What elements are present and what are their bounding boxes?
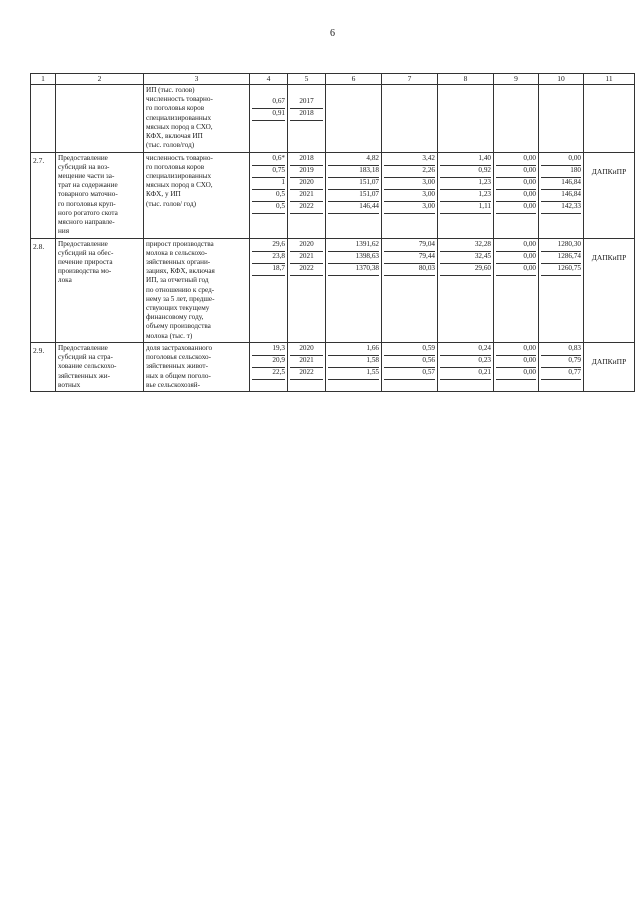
column-number: 5 xyxy=(288,74,326,85)
value-cell: 0,21 xyxy=(440,368,491,380)
measure-name-line: мясного направле- xyxy=(58,218,115,227)
value-cell: 18,7 xyxy=(252,264,285,276)
indicator-line: финансовому году, xyxy=(146,313,204,322)
measure-name-line: субсидий на воз- xyxy=(58,162,110,171)
measure-name xyxy=(56,238,144,342)
value-cell: 0,59 xyxy=(384,344,435,356)
row-number: 2.9. xyxy=(31,342,56,391)
value-cell: 0,57 xyxy=(384,368,435,380)
measure-name-line: мещение части за- xyxy=(58,171,115,180)
column-number: 9 xyxy=(494,74,539,85)
indicator-line: специализированных xyxy=(146,113,212,122)
value-cell: 151,07 xyxy=(328,178,379,190)
value-cell: 0,5 xyxy=(252,202,285,214)
column-number: 8 xyxy=(438,74,494,85)
indicator-line: мясных пород в СХО, xyxy=(146,122,213,131)
value-cell: 29,6 xyxy=(252,240,285,252)
indicator-line: вье сельскохозяй- xyxy=(146,380,201,389)
indicator-name xyxy=(144,85,250,153)
table-row xyxy=(31,342,635,391)
value-cell: 1370,38 xyxy=(328,264,379,276)
empty-cell xyxy=(584,85,635,153)
value-cell: 2020 xyxy=(290,240,323,252)
indicator-line: нему за 5 лет, предше- xyxy=(146,294,215,303)
measure-name-line: трат на содержание xyxy=(58,181,118,190)
value-cell: 0,5 xyxy=(252,190,285,202)
executor: ДАПКиПР xyxy=(584,152,635,238)
value-cell: 1,58 xyxy=(328,356,379,368)
indicator-line: молока в сельскохо- xyxy=(146,248,208,257)
value-cell: 146,84 xyxy=(541,178,581,190)
measure-name-line: печение прироста xyxy=(58,257,113,266)
value-cell: 0,77 xyxy=(541,368,581,380)
row-number: 2.7. xyxy=(31,152,56,238)
value-cell: 80,03 xyxy=(384,264,435,276)
measure-name-line: субсидий на обес- xyxy=(58,248,114,257)
indicator-line: по отношению к сред- xyxy=(146,285,215,294)
indicator-line: численность товарно- xyxy=(146,153,213,162)
value-cell: 3,00 xyxy=(384,178,435,190)
measure-name-line: ного рогатого скота xyxy=(58,208,118,217)
measure-name-line: субсидий на стра- xyxy=(58,353,113,362)
value-cell: 29,60 xyxy=(440,264,491,276)
federal-budget xyxy=(382,152,438,238)
measure-name-line: ния xyxy=(58,227,69,236)
regional-budget xyxy=(438,152,494,238)
value-cell: 2021 xyxy=(290,190,323,202)
value-cell: 0,92 xyxy=(440,166,491,178)
measure-name xyxy=(56,85,144,153)
table-row xyxy=(31,85,635,153)
total-funding xyxy=(326,152,382,238)
value-cell: 183,18 xyxy=(328,166,379,178)
value-cell: 2020 xyxy=(290,178,323,190)
executor: ДАПКиПР xyxy=(584,342,635,391)
value-cell: 0,00 xyxy=(496,264,536,276)
value-cell: 0,00 xyxy=(496,356,536,368)
value-cell: 0,56 xyxy=(384,356,435,368)
column-number: 4 xyxy=(250,74,288,85)
value-cell: 0,83 xyxy=(541,344,581,356)
value-cell: 1,11 xyxy=(440,202,491,214)
year xyxy=(288,152,326,238)
local-budget xyxy=(494,342,539,391)
indicator-value xyxy=(250,342,288,391)
measure-name-line: производства мо- xyxy=(58,267,112,276)
indicator-line: ИП (тыс. голов) xyxy=(146,86,195,94)
value-cell: 2021 xyxy=(290,356,323,368)
value-cell: 1,23 xyxy=(440,190,491,202)
executor: ДАПКиПР xyxy=(584,238,635,342)
value-cell: 0,00 xyxy=(496,344,536,356)
value-cell: 0,00 xyxy=(496,166,536,178)
row-number xyxy=(31,85,56,153)
value-cell: 2020 xyxy=(290,344,323,356)
value-cell: 2017 xyxy=(290,97,323,109)
indicator-line: молока (тыс. т) xyxy=(146,331,193,340)
value-cell: 4,82 xyxy=(328,154,379,166)
indicator-line: специализированных xyxy=(146,171,212,180)
spacer xyxy=(290,86,323,97)
other-sources xyxy=(539,238,584,342)
value-cell: 79,04 xyxy=(384,240,435,252)
value-cell: 1 xyxy=(252,178,285,190)
indicator-line: (тыс. голов/ год) xyxy=(146,199,196,208)
measure-name-line: хование сельскохо- xyxy=(58,362,117,371)
value-cell: 0,23 xyxy=(440,356,491,368)
value-cell: 0,79 xyxy=(541,356,581,368)
indicator-name xyxy=(144,342,250,391)
table-row xyxy=(31,238,635,342)
indicator-line: зяйственных органи- xyxy=(146,257,211,266)
indicator-line: объему производства xyxy=(146,322,211,331)
value-cell: 180 xyxy=(541,166,581,178)
value-cell: 3,42 xyxy=(384,154,435,166)
value-cell: 79,44 xyxy=(384,252,435,264)
value-cell: 2018 xyxy=(290,154,323,166)
indicator-line: го поголовья коров xyxy=(146,162,205,171)
indicator-value xyxy=(250,152,288,238)
value-cell: 1,66 xyxy=(328,344,379,356)
value-cell: 0,00 xyxy=(496,154,536,166)
value-cell: 142,33 xyxy=(541,202,581,214)
spacer xyxy=(252,86,285,97)
empty-cell xyxy=(382,85,438,153)
federal-budget xyxy=(382,342,438,391)
value-cell: 2,26 xyxy=(384,166,435,178)
value-cell: 23,8 xyxy=(252,252,285,264)
measure-name-line: зяйственных жи- xyxy=(58,371,110,380)
value-cell: 2019 xyxy=(290,166,323,178)
value-cell: 1286,74 xyxy=(541,252,581,264)
value-cell: 0,00 xyxy=(496,252,536,264)
column-number: 3 xyxy=(144,74,250,85)
program-table xyxy=(30,73,635,392)
measure-name-line: Предоставление xyxy=(58,343,108,352)
value-cell: 1,40 xyxy=(440,154,491,166)
indicator-line: КФХ, у ИП xyxy=(146,190,181,199)
value-cell: 0,75 xyxy=(252,166,285,178)
measure-name-line: Предоставление xyxy=(58,239,108,248)
value-cell: 1398,63 xyxy=(328,252,379,264)
indicator-line: зяйственных живот- xyxy=(146,362,208,371)
measure-name xyxy=(56,152,144,238)
indicator-line: зациях, КФХ, включая xyxy=(146,267,215,276)
indicator-name xyxy=(144,238,250,342)
column-number: 2 xyxy=(56,74,144,85)
indicator-line: ных в общем поголо- xyxy=(146,371,211,380)
indicator-line: (тыс. голов/год) xyxy=(146,141,195,150)
value-cell: 0,00 xyxy=(496,240,536,252)
indicator-value xyxy=(250,85,288,153)
value-cell: 19,3 xyxy=(252,344,285,356)
value-cell: 22,5 xyxy=(252,368,285,380)
value-cell: 151,07 xyxy=(328,190,379,202)
value-cell: 0,00 xyxy=(541,154,581,166)
value-cell: 0,00 xyxy=(496,202,536,214)
column-number: 1 xyxy=(31,74,56,85)
value-cell: 1280,30 xyxy=(541,240,581,252)
value-cell: 0,6* xyxy=(252,154,285,166)
indicator-line: КФХ, включая ИП xyxy=(146,132,203,141)
value-cell: 0,00 xyxy=(496,368,536,380)
year xyxy=(288,238,326,342)
measure-name-line: товарного маточно- xyxy=(58,190,118,199)
value-cell: 1260,75 xyxy=(541,264,581,276)
measure-name-line: лока xyxy=(58,276,72,285)
value-cell: 0,91 xyxy=(252,109,285,121)
year xyxy=(288,342,326,391)
indicator-line: го поголовья коров xyxy=(146,104,205,113)
measure-name-line: вотных xyxy=(58,380,81,389)
federal-budget xyxy=(382,238,438,342)
other-sources xyxy=(539,342,584,391)
column-number: 6 xyxy=(326,74,382,85)
year xyxy=(288,85,326,153)
column-number: 11 xyxy=(584,74,635,85)
indicator-line: численность товарно- xyxy=(146,95,213,104)
indicator-line: прирост производства xyxy=(146,239,214,248)
column-number: 10 xyxy=(539,74,584,85)
empty-cell xyxy=(438,85,494,153)
value-cell: 0,00 xyxy=(496,178,536,190)
total-funding xyxy=(326,342,382,391)
value-cell: 1391,62 xyxy=(328,240,379,252)
total-funding xyxy=(326,238,382,342)
measure-name-line: Предоставление xyxy=(58,153,108,162)
value-cell: 32,28 xyxy=(440,240,491,252)
value-cell: 20,9 xyxy=(252,356,285,368)
indicator-line: ствующих текущему xyxy=(146,304,210,313)
regional-budget xyxy=(438,238,494,342)
value-cell: 0,00 xyxy=(496,190,536,202)
measure-name-line: го поголовья круп- xyxy=(58,199,116,208)
value-cell: 2022 xyxy=(290,202,323,214)
value-cell: 0,24 xyxy=(440,344,491,356)
indicator-line: ИП, за отчетный год xyxy=(146,276,209,285)
value-cell: 146,84 xyxy=(541,190,581,202)
value-cell: 3,00 xyxy=(384,202,435,214)
value-cell: 0,67 xyxy=(252,97,285,109)
empty-cell xyxy=(539,85,584,153)
column-number-row xyxy=(31,74,635,85)
empty-cell xyxy=(494,85,539,153)
value-cell: 146,44 xyxy=(328,202,379,214)
value-cell: 1,55 xyxy=(328,368,379,380)
local-budget xyxy=(494,238,539,342)
indicator-name xyxy=(144,152,250,238)
value-cell: 2022 xyxy=(290,368,323,380)
value-cell: 2018 xyxy=(290,109,323,121)
indicator-line: поголовья сельскохо- xyxy=(146,353,212,362)
indicator-line: мясных пород в СХО, xyxy=(146,181,213,190)
local-budget xyxy=(494,152,539,238)
page-number: 6 xyxy=(330,28,335,39)
other-sources xyxy=(539,152,584,238)
value-cell: 2022 xyxy=(290,264,323,276)
value-cell: 2021 xyxy=(290,252,323,264)
table-row xyxy=(31,152,635,238)
measure-name xyxy=(56,342,144,391)
value-cell: 1,23 xyxy=(440,178,491,190)
value-cell: 32,45 xyxy=(440,252,491,264)
column-number: 7 xyxy=(382,74,438,85)
row-number: 2.8. xyxy=(31,238,56,342)
empty-cell xyxy=(326,85,382,153)
value-cell: 3,00 xyxy=(384,190,435,202)
regional-budget xyxy=(438,342,494,391)
table-body xyxy=(31,74,635,392)
indicator-value xyxy=(250,238,288,342)
indicator-line: доля застрахованного xyxy=(146,343,213,352)
